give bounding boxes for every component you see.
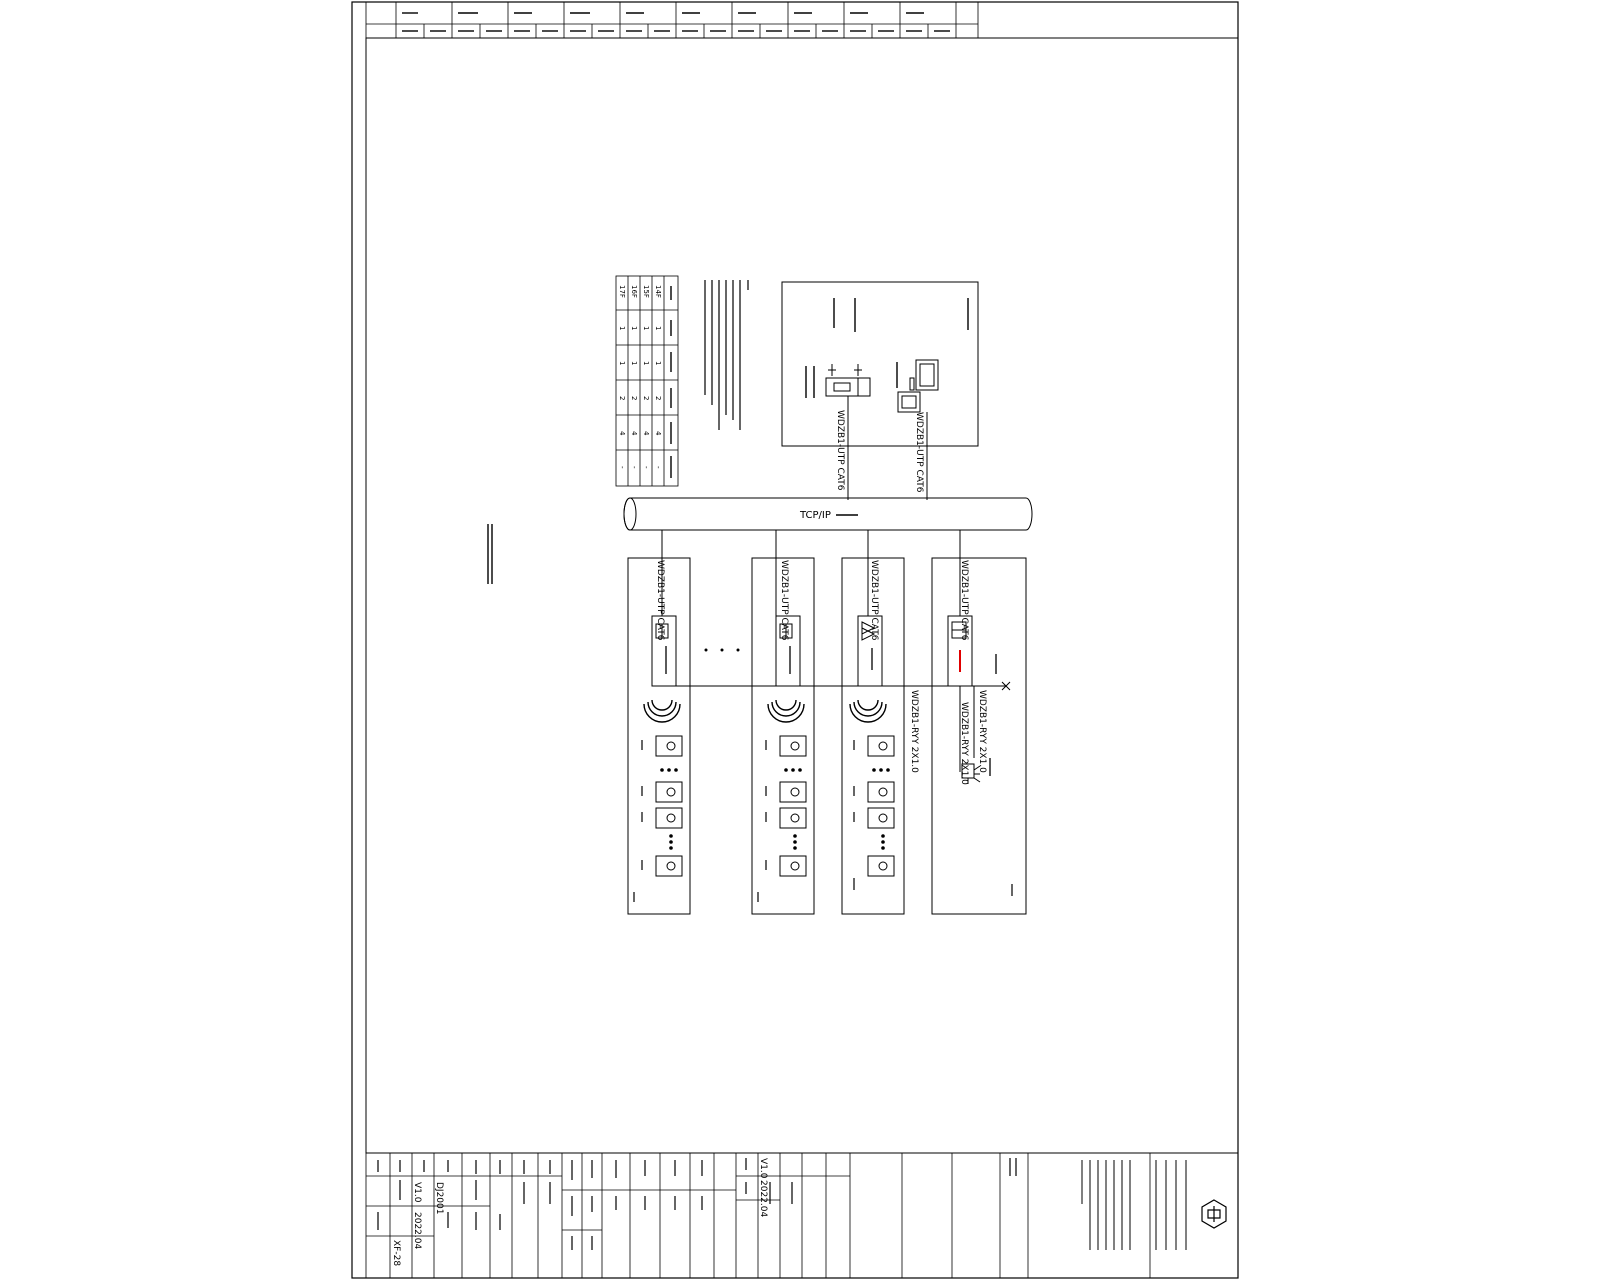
network-label: TCP/IP [800, 510, 831, 521]
panel-ellipsis [705, 649, 740, 652]
title-block [366, 1153, 1238, 1278]
floor-3-cable-label: WDZB1-UTP CAT6 [869, 560, 879, 641]
floor-1-cable-label: WDZB1-UTP CAT6 [655, 560, 665, 641]
inner-frame [366, 38, 1238, 1153]
sensor-labels [634, 740, 1012, 902]
drop-lines [662, 530, 960, 616]
workstation-cable-label: WDZB1-UTP CAT6 [914, 412, 924, 493]
table-cell: 4 [630, 431, 638, 436]
table-cell: 2 [642, 396, 650, 401]
version-value: V1.0 [412, 1182, 422, 1203]
date-value: 2022.04 [412, 1212, 422, 1250]
table-row-15f-floor: 15F [642, 285, 650, 298]
room-sensors [656, 736, 894, 876]
computer-workstation-icon [898, 360, 938, 412]
table-cell: 1 [642, 326, 650, 331]
controller-icons [656, 622, 966, 640]
table-cell: 4 [642, 431, 650, 436]
control-room-labels [806, 298, 968, 398]
notes-block [705, 280, 748, 430]
date-value-2: 2022.04 [758, 1180, 768, 1218]
table-cell: 2 [630, 396, 638, 401]
floor-cable-labels [655, 560, 969, 641]
company-logo [1202, 1200, 1226, 1228]
table-row-16f-floor: 16F [630, 285, 638, 298]
wireless-icon-3 [850, 700, 886, 722]
bus-cable-label-2: WDZB1-RYY 2X1.0 [977, 690, 987, 773]
wireless-icons [644, 700, 886, 722]
floor-4-cable-label: WDZB1-UTP CAT6 [959, 560, 969, 641]
table-cell: 1 [654, 361, 662, 366]
wireless-icon-2 [768, 700, 804, 722]
table-cell: 4 [618, 431, 626, 436]
table-cell: 1 [642, 361, 650, 366]
table-cell: 1 [618, 361, 626, 366]
table-cell: 2 [618, 396, 626, 401]
floor-2-cable-label: WDZB1-UTP CAT6 [779, 560, 789, 641]
table-cell: - [630, 466, 638, 469]
table-cell: 4 [654, 431, 662, 436]
table-cell: - [654, 466, 662, 469]
outer-frame [352, 2, 1238, 1278]
wireless-icon-1 [644, 700, 680, 722]
table-row-17f-floor: 17F [618, 285, 626, 298]
table-cell: - [642, 466, 650, 469]
table-cell: - [618, 466, 626, 469]
table-cell: 1 [618, 326, 626, 331]
bus-cable-label-3: WDZB1-RYY 2X1.0 [959, 702, 969, 785]
controller-labels [666, 646, 872, 674]
equipment-table [616, 276, 678, 486]
drawing-number-value: XF-28 [391, 1240, 401, 1267]
top-signature-strip [366, 2, 978, 38]
title-block-scribbles [378, 1158, 1016, 1250]
table-cell: 1 [630, 326, 638, 331]
control-room-box [782, 282, 978, 446]
controller-boxes [652, 616, 972, 686]
server-host-icon [826, 364, 870, 396]
sensor-dots [660, 768, 890, 850]
company-info [1082, 1160, 1186, 1250]
drawing-title-vertical [488, 524, 492, 584]
table-cell: 1 [630, 361, 638, 366]
table-cell: 2 [654, 396, 662, 401]
project-number-value: DJ2001 [434, 1182, 444, 1215]
revision-value: V1.0 [758, 1158, 768, 1179]
bus-cable-labels [909, 690, 987, 785]
bus-cable-label-1: WDZB1-RYY 2X1.0 [909, 690, 919, 773]
server-cable-label: WDZB1-UTP CAT6 [835, 410, 845, 491]
table-row-14f-floor: 14F [654, 285, 662, 298]
table-cell: 1 [654, 326, 662, 331]
